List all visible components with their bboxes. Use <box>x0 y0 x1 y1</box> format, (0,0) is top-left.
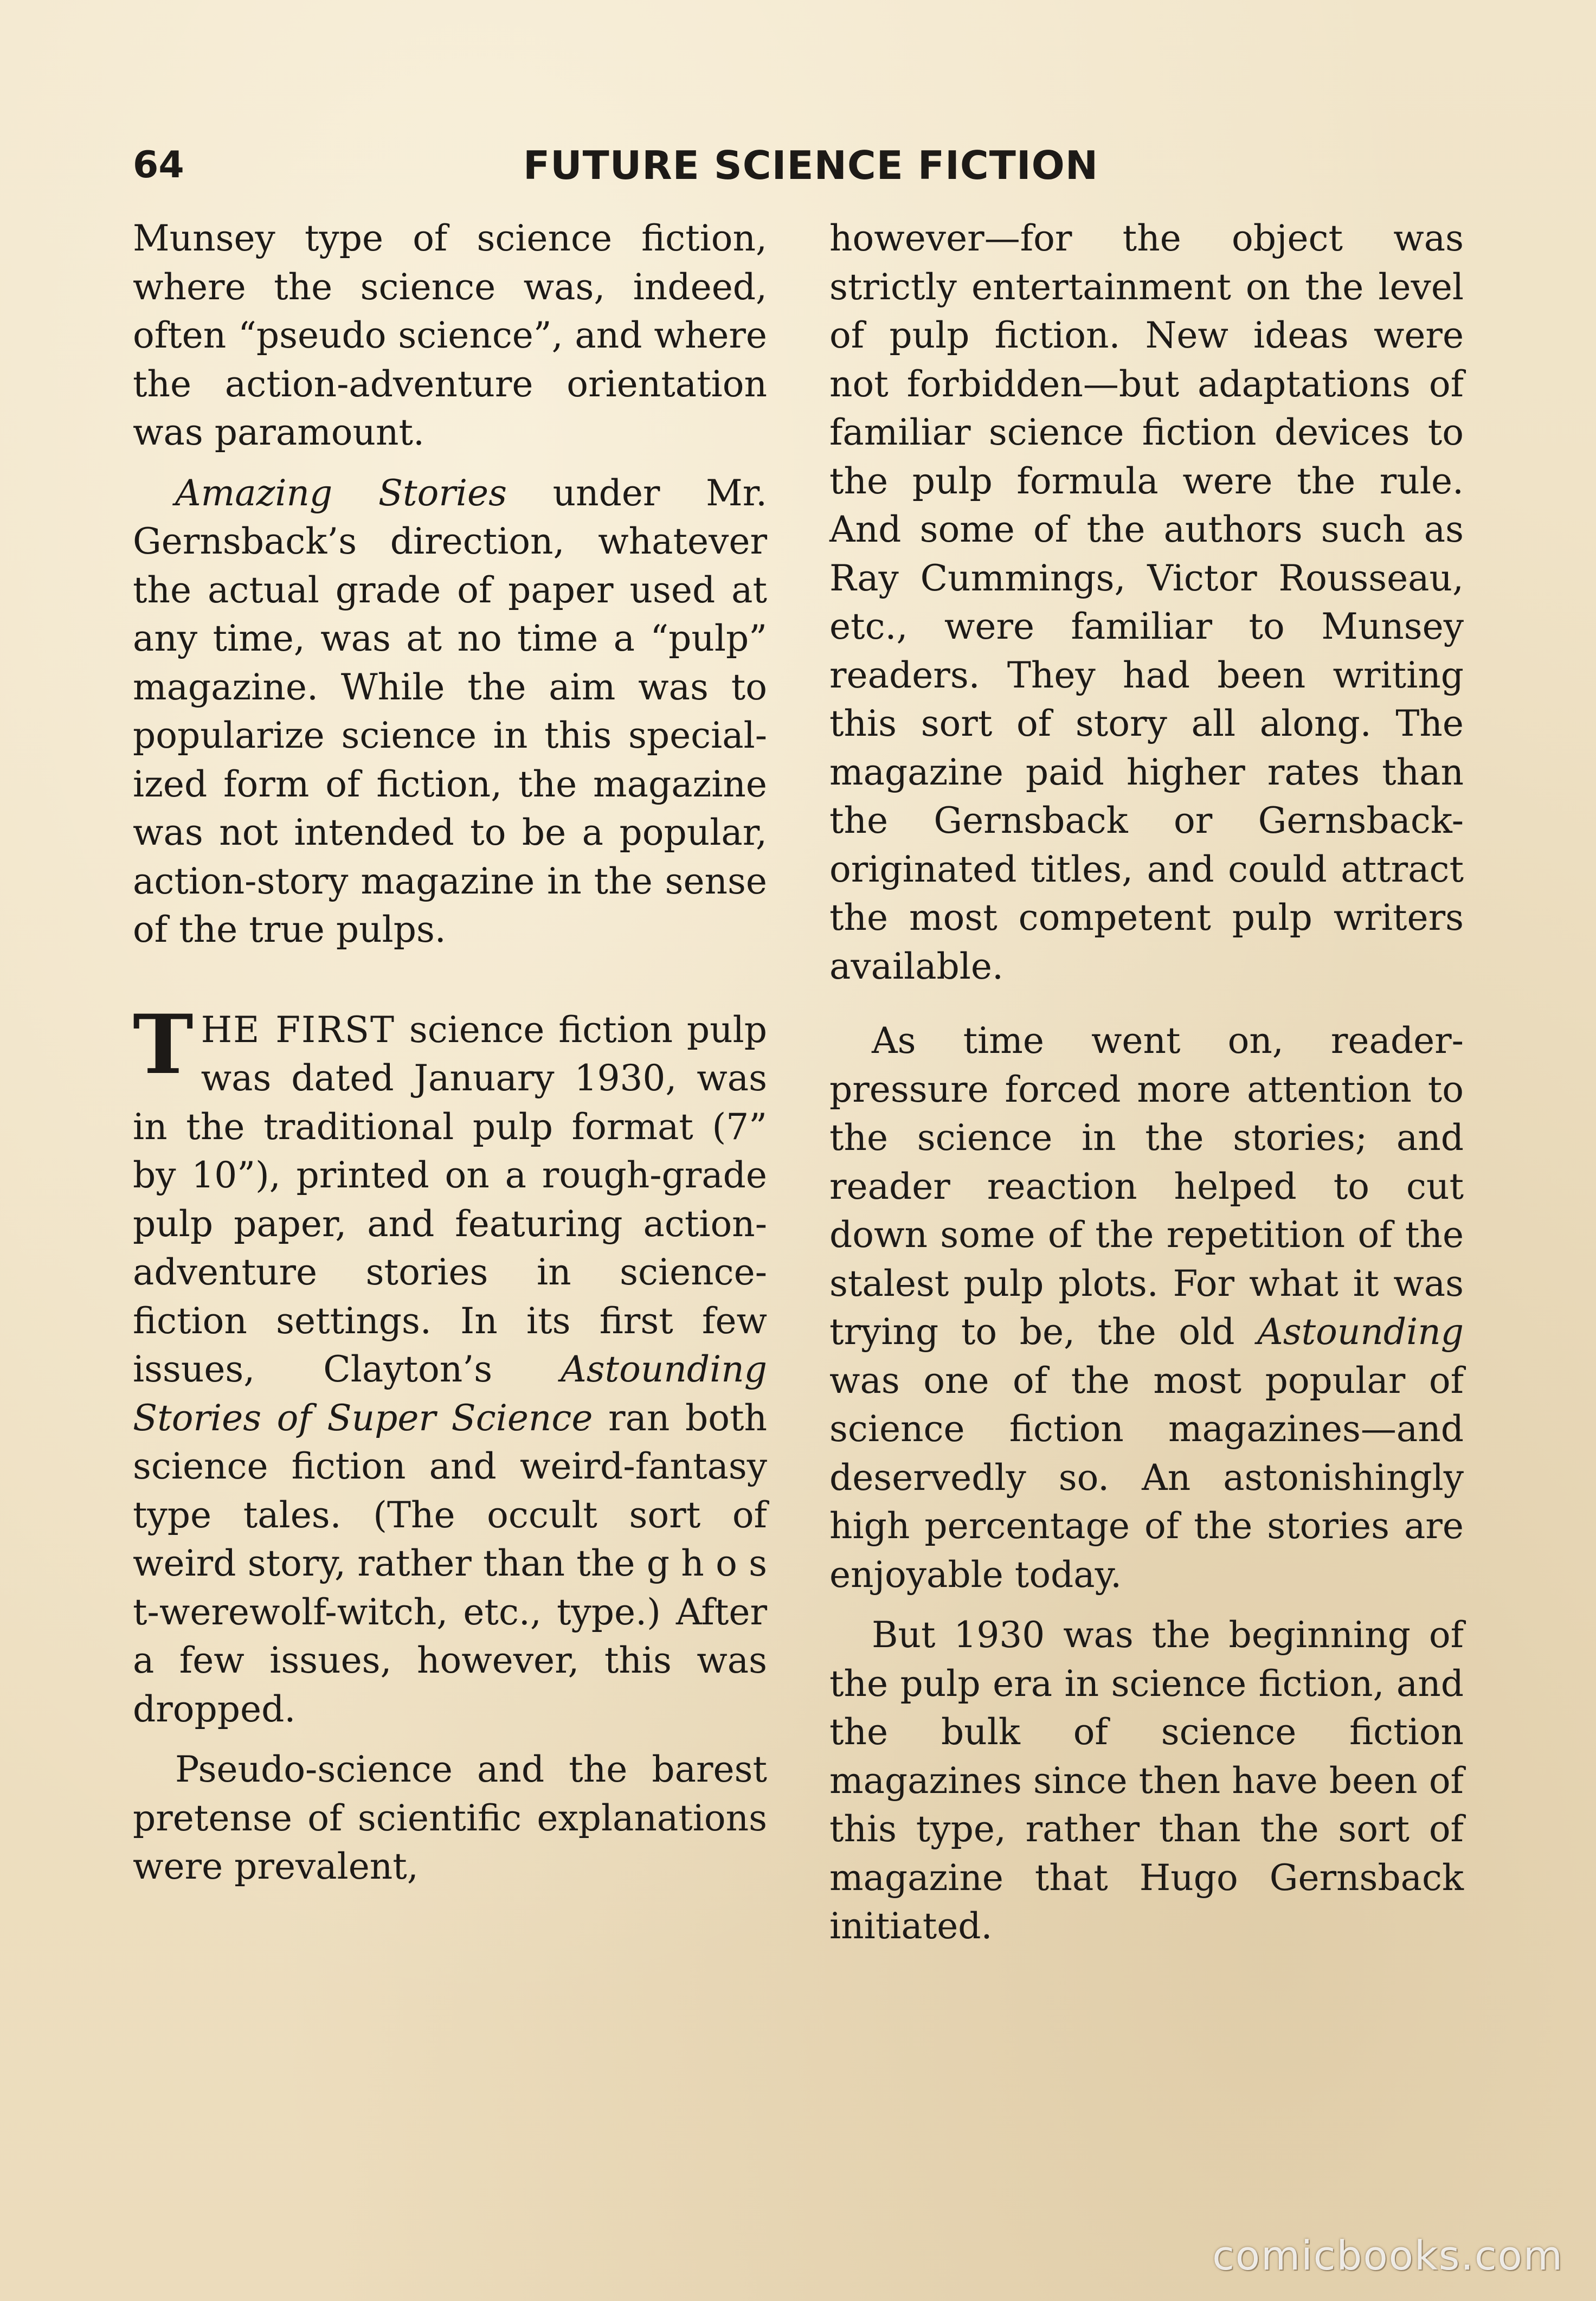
left-column <box>133 214 767 1903</box>
right-column <box>829 214 1464 1963</box>
magazine-title-italic-2: Astounding Stories of Super Science <box>133 1348 767 1439</box>
magazine-title-italic-3: Astounding <box>1257 1311 1464 1353</box>
right-paragraph-1: however—for the object was strictly entertainment on the level of pulp fiction. New ideas were not forbidden—but adaptations of familiar science fiction devices to the pulp formula were the rule. And some of the authors such as Ray Cummings, Victor Rousseau, etc., were familiar to Munsey readers. They had been writing this sort of story all along. The magazine paid higher rates than the Gernsback or Gernsback-originated titles, and could attract the most competent pulp writers available. <box>829 217 1464 987</box>
left-paragraph-3-text-b: ran both science fiction and weird-fantasy type tales. (The occult sort of weird story, rather than the g h o s t-werewolf-witch, etc., type.) After a few issues, however, this was dropped. <box>133 1397 767 1730</box>
magazine-title-italic: Amazing Stories <box>175 472 507 514</box>
watermark-logo: comicbooks.com <box>1212 2233 1563 2279</box>
lead-in: HE FIRST <box>201 1008 395 1051</box>
drop-cap: T <box>133 997 194 1092</box>
left-paragraph-1: Munsey type of science fiction, where the science was, indeed, often “pseudo science”, and where the action-adventure orientation was paramount. <box>133 217 767 453</box>
page-number: 64 <box>133 144 184 187</box>
running-title: FUTURE SCIENCE FICTION <box>523 143 1099 188</box>
right-paragraph-2-text-b: was one of the most popular of science fiction magazines—and deservedly so. An astonishingly high percentage of the stories are enjoyable today. <box>829 1359 1464 1596</box>
page-header <box>133 138 1466 198</box>
left-paragraph-4: Pseudo-science and the barest pretense of scientific explanations were prevalent, <box>133 1749 767 1887</box>
left-paragraph-3-text-a: science fiction pulp was dated January 1930, was in the traditional pulp format (7” by 10”), printed on a rough-grade pulp paper, and featuring action-adventure stories in science-fiction settings. In its first few issues, Clayton’s <box>133 1008 767 1390</box>
right-paragraph-2 <box>829 1017 1464 1599</box>
left-paragraph-3 <box>133 997 767 1734</box>
left-paragraph-2-text: under Mr. Gernsback’s direction, whatever the actual grade of paper used at any time, was at no time a “pulp” magazine. While the aim was to popularize science in this specialized form of fiction, the magazine was not intended to be a popular, action-story magazine in the sense of the true pulps. <box>133 472 767 950</box>
right-paragraph-2-text-a: As time went on, reader-pressure forced more attention to the science in the stories; and reader reaction helped to cut down some of the repetition of the stalest pulp plots. For what it was trying to be, the old <box>829 1020 1464 1353</box>
left-paragraph-2 <box>133 469 767 954</box>
right-paragraph-3: But 1930 was the beginning of the pulp era in science fiction, and the bulk of science fiction magazines since then have been of this type, rather than the sort of magazine that Hugo Gernsback initiated. <box>829 1614 1464 1947</box>
